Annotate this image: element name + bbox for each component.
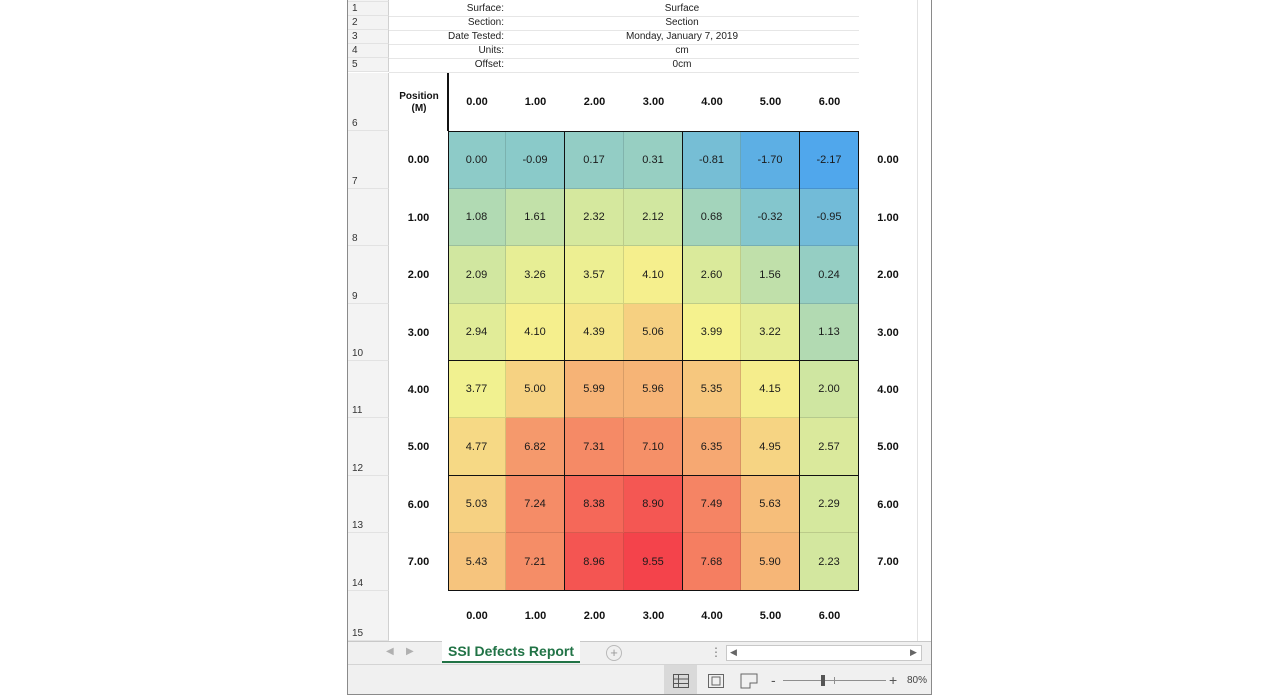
heatmap-cell[interactable]: 1.56 <box>741 246 800 304</box>
heatmap-cell[interactable]: 5.03 <box>448 476 506 533</box>
heatmap-cell[interactable]: 1.61 <box>506 189 565 246</box>
row-number: 5 <box>352 59 358 70</box>
row-label-left: 6.00 <box>407 498 430 511</box>
spreadsheet-window <box>347 0 932 695</box>
heatmap-cell[interactable]: 4.10 <box>506 304 565 361</box>
more-options-icon[interactable]: ⋮ <box>710 645 722 659</box>
heatmap-cell[interactable]: 2.12 <box>624 189 683 246</box>
zoom-level[interactable]: 80% <box>907 675 928 686</box>
heatmap-cell[interactable]: 2.32 <box>565 189 624 246</box>
row-number: 4 <box>352 45 358 56</box>
meta-label: Surface: <box>466 3 504 14</box>
sheet-tab-ssi-defects-report[interactable] <box>442 641 580 663</box>
row-number: 14 <box>352 578 364 589</box>
row-label-left: 7.00 <box>407 556 430 568</box>
position-label: Position (M) <box>399 91 439 114</box>
heatmap-cell[interactable]: 2.09 <box>448 246 506 304</box>
column-footer: 3.00 <box>642 610 665 622</box>
scroll-left-icon[interactable]: ◀ <box>730 647 737 657</box>
row-header[interactable] <box>348 476 389 533</box>
row-label-right: 0.00 <box>877 154 899 166</box>
normal-view-button[interactable] <box>664 665 697 695</box>
row-header[interactable] <box>348 73 389 131</box>
row-header[interactable] <box>348 246 389 304</box>
column-footer: 2.00 <box>583 610 606 622</box>
column-footer: 1.00 <box>524 610 547 622</box>
heatmap-cell[interactable]: 3.99 <box>683 304 741 361</box>
heatmap-cell[interactable]: 4.95 <box>741 418 800 476</box>
heatmap-cell[interactable]: 2.94 <box>448 304 506 361</box>
meta-value: Surface <box>664 3 700 14</box>
row-header[interactable] <box>348 44 389 58</box>
page-layout-view-button[interactable] <box>704 665 728 695</box>
heatmap-cell[interactable]: -0.81 <box>683 131 741 189</box>
column-header: 3.00 <box>642 96 665 108</box>
row-label-right: 2.00 <box>877 269 899 281</box>
column-header: 5.00 <box>759 96 782 108</box>
row-header[interactable] <box>348 304 389 361</box>
grid-divider <box>564 131 565 591</box>
row-number: 7 <box>352 176 358 187</box>
heatmap-cell[interactable]: 0.17 <box>565 131 624 189</box>
heatmap-cell[interactable]: 6.82 <box>506 418 565 476</box>
column-footer: 6.00 <box>818 610 841 622</box>
heatmap-cell[interactable]: 3.57 <box>565 246 624 304</box>
heatmap-cell[interactable]: 5.06 <box>624 304 683 361</box>
meta-label: Section: <box>467 17 504 28</box>
row-number: 9 <box>352 291 358 302</box>
heatmap-cell[interactable]: 8.96 <box>565 533 624 591</box>
heatmap-cell[interactable]: 6.35 <box>683 418 741 476</box>
row-number: 11 <box>352 405 363 416</box>
heatmap-cell[interactable]: 7.68 <box>683 533 741 591</box>
heatmap-cell[interactable]: 4.15 <box>741 361 800 418</box>
column-header: 4.00 <box>701 96 723 108</box>
grid-divider <box>448 475 859 476</box>
heatmap-cell[interactable]: 4.10 <box>624 246 683 304</box>
column-footer: 5.00 <box>759 610 782 622</box>
scroll-left-tab-icon[interactable]: ◀ <box>386 646 394 657</box>
row-header[interactable] <box>348 361 389 418</box>
heatmap-cell[interactable]: 7.10 <box>624 418 683 476</box>
row-header[interactable] <box>348 533 389 591</box>
meta-label: Offset: <box>474 59 504 70</box>
row-header[interactable] <box>348 16 389 30</box>
heatmap-cell[interactable]: 0.68 <box>683 189 741 246</box>
zoom-slider-thumb[interactable] <box>821 675 825 686</box>
heatmap-cell[interactable]: -2.17 <box>800 131 859 189</box>
row-number: 1 <box>352 3 358 14</box>
row-header[interactable] <box>348 189 389 246</box>
column-footer: 0.00 <box>466 610 488 622</box>
meta-value: cm <box>675 45 689 56</box>
heatmap-cell[interactable]: 5.00 <box>506 361 565 418</box>
zoom-in-button[interactable]: + <box>889 672 898 688</box>
heatmap-cell[interactable]: 3.22 <box>741 304 800 361</box>
heatmap-cell[interactable]: -0.32 <box>741 189 800 246</box>
row-header[interactable] <box>348 58 389 72</box>
row-label-left: 5.00 <box>407 441 430 453</box>
column-header: 6.00 <box>818 96 841 108</box>
heatmap-cell[interactable]: -0.95 <box>800 189 859 246</box>
row-header[interactable] <box>348 591 389 641</box>
heatmap-cell[interactable]: 5.90 <box>741 533 800 591</box>
row-header[interactable] <box>348 2 389 16</box>
heatmap-cell[interactable]: 1.08 <box>448 189 506 246</box>
row-label-left: 4.00 <box>407 383 430 396</box>
column-header: 2.00 <box>583 96 606 108</box>
page-break-view-button[interactable] <box>737 665 761 695</box>
row-label-left: 2.00 <box>407 269 430 281</box>
row-number: 2 <box>352 17 358 28</box>
row-number: 3 <box>352 31 358 42</box>
heatmap-cell[interactable]: -0.09 <box>506 131 565 189</box>
heatmap-cell[interactable]: 3.77 <box>448 361 506 418</box>
row-number: 8 <box>352 233 358 244</box>
column-divider <box>917 0 918 641</box>
status-bar <box>348 664 931 695</box>
heatmap-cell[interactable]: 5.43 <box>448 533 506 591</box>
heatmap-cell[interactable]: 7.21 <box>506 533 565 591</box>
zoom-out-button[interactable]: - <box>771 672 776 688</box>
horizontal-scrollbar[interactable] <box>726 645 922 661</box>
row-label-right: 4.00 <box>877 383 899 396</box>
heatmap-cell[interactable]: 8.90 <box>624 476 683 533</box>
row-number: 15 <box>352 628 364 639</box>
heatmap-cell[interactable]: 4.77 <box>448 418 506 476</box>
row-label-right: 6.00 <box>877 498 899 511</box>
row-label-left: 0.00 <box>407 154 430 166</box>
row-header[interactable] <box>348 418 389 476</box>
row-label-right: 5.00 <box>877 441 899 453</box>
meta-value: 0cm <box>672 59 692 70</box>
grid-frame <box>448 131 859 591</box>
grid-view-icon <box>673 674 689 688</box>
row-label-right: 3.00 <box>877 326 899 339</box>
heatmap-cell[interactable]: 7.49 <box>683 476 741 533</box>
row-header-top <box>348 0 389 2</box>
row-label-left: 3.00 <box>407 326 430 339</box>
heatmap-cell[interactable]: 5.63 <box>741 476 800 533</box>
heatmap-cell[interactable]: 2.00 <box>800 361 859 418</box>
heatmap-cell[interactable]: 7.24 <box>506 476 565 533</box>
page-layout-icon <box>708 674 724 688</box>
heatmap-cell[interactable]: 0.24 <box>800 246 859 304</box>
row-label-right: 1.00 <box>877 211 899 224</box>
heatmap-cell[interactable]: 7.31 <box>565 418 624 476</box>
heatmap-cell[interactable]: 2.60 <box>683 246 741 304</box>
row-label-left: 1.00 <box>407 211 430 224</box>
row-label-right: 7.00 <box>877 556 899 568</box>
column-footer: 4.00 <box>701 610 723 622</box>
row-header[interactable] <box>348 30 389 44</box>
page-break-icon <box>740 673 758 689</box>
heatmap-cell[interactable]: 5.99 <box>565 361 624 418</box>
grid-divider <box>448 360 859 361</box>
meta-label: Date Tested: <box>448 31 504 42</box>
sheet-tab-bar <box>348 641 931 664</box>
meta-value: Section <box>665 17 699 28</box>
grid-divider <box>682 131 683 591</box>
grid-divider <box>799 131 800 591</box>
row-number: 10 <box>352 348 364 359</box>
heatmap-cell[interactable]: -1.70 <box>741 131 800 189</box>
heatmap-cell[interactable]: 5.35 <box>683 361 741 418</box>
zoom-slider[interactable] <box>783 680 886 681</box>
heatmap-cell[interactable]: 2.29 <box>800 476 859 533</box>
meta-label: Units: <box>478 45 504 56</box>
row-header[interactable] <box>348 131 389 189</box>
row-number: 12 <box>352 463 364 474</box>
sheet-tab-label: SSI Defects Report <box>448 643 575 659</box>
heatmap-cell[interactable]: 0.31 <box>624 131 683 189</box>
heatmap-cell[interactable]: 5.96 <box>624 361 683 418</box>
heatmap-cell[interactable]: 2.23 <box>800 533 859 591</box>
heatmap-cell[interactable]: 8.38 <box>565 476 624 533</box>
heatmap-cell[interactable]: 3.26 <box>506 246 565 304</box>
column-header: 1.00 <box>524 96 547 108</box>
add-sheet-button[interactable]: + <box>606 645 622 661</box>
row-number: 6 <box>352 118 358 129</box>
row-number: 13 <box>352 520 364 531</box>
heatmap-cell[interactable]: 2.57 <box>800 418 859 476</box>
column-header: 0.00 <box>466 96 488 108</box>
heatmap-cell[interactable]: 1.13 <box>800 304 859 361</box>
scroll-right-tab-icon[interactable]: ▶ <box>406 646 414 657</box>
meta-value: Monday, January 7, 2019 <box>625 31 739 42</box>
scroll-right-icon[interactable]: ▶ <box>910 647 917 657</box>
heatmap-cell[interactable]: 4.39 <box>565 304 624 361</box>
heatmap-cell[interactable]: 0.00 <box>448 131 506 189</box>
heatmap-cell[interactable]: 9.55 <box>624 533 683 591</box>
